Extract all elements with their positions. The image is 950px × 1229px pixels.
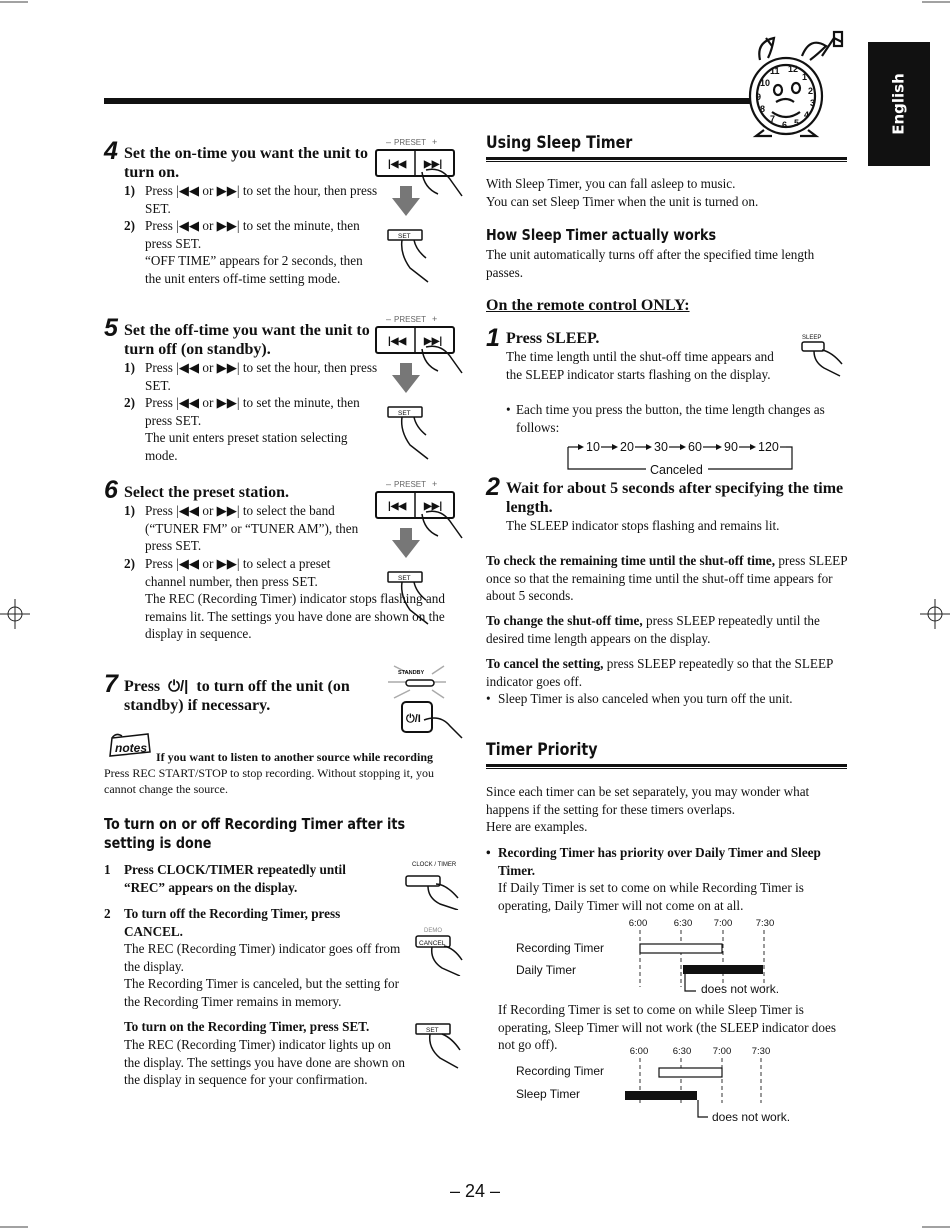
standby-label: STANDBY [398,670,425,676]
sleep-step-2-body: The SLEEP indicator stops flashing and remains lit. [506,518,780,533]
timeline-2-row-1-label: Recording Timer [516,1064,605,1078]
timeline-2-recording-bar [659,1068,722,1077]
step-5-title: Set the off-time you want the unit to turn off (on standby). [124,322,370,358]
previous-icon[interactable]: |◀◀ [388,159,407,170]
cancel-illustration [410,924,470,976]
next-icon[interactable]: ▶▶| [424,336,443,347]
svg-text:3: 3 [810,98,816,108]
header-rule [104,98,760,104]
step-5-illustration [372,313,468,473]
svg-text:8: 8 [760,104,766,114]
priority-body-1: If Daily Timer is set to come on while Recording Timer is operating, Daily Timer will not come on at all. [498,880,804,913]
change-paragraph [486,612,850,647]
registration-mark-right [920,599,950,629]
rec-item-2-number: 2 [104,906,111,921]
svg-text:–: – [386,137,392,147]
priority-timeline-2 [508,1043,808,1127]
change-paragraph-rest: press SLEEP repeatedly until the desired time length appears on the display. [486,613,820,646]
set-button-label[interactable]: SET [426,1027,439,1034]
preset-label: PRESET [394,480,427,489]
rec-item-1-number: 1 [104,862,111,877]
sleep-intro [486,175,848,210]
rec-item-2-title: To turn off the Recording Timer, press CANCEL. [124,906,341,939]
rec-item-2-body-b: The Recording Timer is canceled, but the setting for the Recording Timer remains in memory. [124,976,400,1009]
step-5-number: 5 [104,314,118,342]
check-paragraph [486,552,850,605]
cycle-value: 10 [586,440,600,454]
notes-lead: If you want to listen to another source while recording [156,750,433,764]
step-4-sub-2-note: “OFF TIME” appears for 2 seconds, then the unit enters off-time setting mode. [145,253,363,286]
timeline-time-label: 7:00 [712,1046,732,1057]
demo-label: DEMO [424,928,442,934]
step-7-number: 7 [104,670,118,698]
clock-timer-label: CLOCK / TIMER [412,862,457,868]
timeline-1-daily-bar [683,965,763,974]
timeline-2-note: does not work. [712,1110,791,1124]
rec-section-heading: To turn on or off Recording Timer after its setting is done [104,815,406,852]
preset-label: PRESET [394,138,427,147]
notes-icon-label: notes [115,741,148,755]
rec-item-2-body-a: The REC (Recording Timer) indicator goes off from the display. [124,941,401,974]
step-5-sub-2-text: Press |◀◀ or ▶▶| to set the minute, then press SET. [145,395,360,428]
next-icon[interactable]: ▶▶| [424,501,443,512]
rec-item-1-title: Press CLOCK/TIMER repeatedly until “REC” appears on the display. [124,862,346,895]
rec-item-2-body [124,940,414,1010]
svg-text:4: 4 [804,110,810,120]
cycle-value: 30 [654,440,668,454]
bullet-icon: • [486,691,491,706]
step-7-title-start: Press [124,678,161,695]
check-paragraph-lead: To check the remaining time until the shut-off time, [486,553,776,568]
svg-text:–: – [386,479,392,489]
language-tab-label: English [889,73,908,135]
check-paragraph-rest: press SLEEP once so that the remaining time until the shut-off time appears for about 5 seconds. [486,553,848,603]
sleep-cycle-diagram [560,437,800,479]
set-button-label[interactable]: SET [398,575,411,582]
step-5-sub-1 [124,359,380,394]
step-6-title: Select the preset station. [124,484,289,501]
how-heading: How Sleep Timer actually works [486,226,717,244]
timeline-time-label: 6:00 [628,918,648,929]
timer-priority-rule [486,764,847,769]
sleep-button-label: SLEEP [802,335,822,341]
timeline-time-label: 6:30 [673,918,693,929]
svg-text:–: – [386,314,392,324]
preset-label: PRESET [394,315,427,324]
step-4-sub-2-text: Press |◀◀ or ▶▶| to set the minute, then press SET. [145,218,360,251]
sleep-step-1-bullet-text: Each time you press the button, the time length changes as follows: [516,402,825,435]
priority-body-2: If Recording Timer is set to come on while Sleep Timer is operating, Sleep Timer will not work (the SLEEP indicator does not go off). [498,1002,836,1052]
page-number: – 24 – [449,1181,501,1201]
sleep-step-2-title: Wait for about 5 seconds after specifying the time length. [506,480,844,516]
timeline-time-label: 7:00 [713,918,733,929]
svg-text:11: 11 [770,66,780,76]
cycle-canceled-label: Canceled [650,463,703,477]
sleep-step-1-body: The time length until the shut-off time appears and the SLEEP indicator starts flashing on the display. [506,349,774,382]
step-6-sub-1 [124,502,364,555]
step-5-sub-2-number: 2) [124,395,135,410]
timeline-1-row-2-label: Daily Timer [516,963,577,977]
step-6-sub-2-number: 2) [124,556,135,571]
sleep-timer-title: Using Sleep Timer [486,133,633,153]
cancel-paragraph [486,655,850,690]
notes-icon [106,730,154,760]
step-4-sub-1-text: Press |◀◀ or ▶▶| to set the hour, then press SET. [145,183,378,216]
bullet-icon: • [506,402,511,417]
cycle-value: 20 [620,440,634,454]
how-body: The unit automatically turns off after the specified time length passes. [486,247,815,280]
sleep-button-illustration [798,330,854,378]
svg-text:9: 9 [756,92,762,102]
standby-button-icon[interactable]: ⏻/I [406,713,421,725]
svg-text:+: + [432,479,438,489]
timeline-time-label: 6:00 [629,1046,649,1057]
set-illustration [410,1020,470,1072]
sleep-step-1-title: Press SLEEP. [506,330,600,347]
step-7-title-end: to turn off the unit (on standby) if necessary. [124,678,350,714]
timer-priority-title: Timer Priority [486,740,598,760]
step-4-sub-2 [124,217,386,287]
step-7-title [124,677,386,715]
sleep-timer-rule [486,157,847,162]
cancel-paragraph-lead: To cancel the setting, [486,656,604,671]
cancel-button-label[interactable]: CANCEL [419,940,446,947]
step-4-title: Set the on-time you want the unit to turn on. [124,145,368,181]
rec-item-3-body: The REC (Recording Timer) indicator lights up on the display. The settings you have done are shown on the display in sequence for your confirmation. [124,1037,405,1087]
svg-text:6: 6 [782,120,788,130]
registration-mark-left [0,599,30,629]
cancel-bullet-text: Sleep Timer is also canceled when you turn off the unit. [498,691,793,706]
step-4-sub-1-number: 1) [124,183,135,198]
step-5-sub-2-note: The unit enters preset station selecting mode. [145,430,348,463]
sleep-intro-line-1: With Sleep Timer, you can fall asleep to music. [486,176,736,191]
step-4-sub-2-number: 2) [124,218,135,233]
cycle-value: 120 [758,440,779,454]
step-4-illustration [372,136,468,296]
previous-icon[interactable]: |◀◀ [388,336,407,347]
svg-text:5: 5 [794,118,800,128]
step-6-sub-2-text: Press |◀◀ or ▶▶| to select a preset channel number, then press SET. [145,556,331,589]
timeline-1-recording-bar [640,944,722,953]
sleep-intro-line-2: You can set Sleep Timer when the unit is turned on. [486,193,759,209]
rec-item-3-title: To turn on the Recording Timer, press SET. [124,1019,370,1034]
svg-text:7: 7 [770,114,776,124]
next-icon[interactable]: ▶▶| [424,159,443,170]
timeline-1-row-1-label: Recording Timer [516,941,605,955]
svg-text:+: + [432,137,438,147]
timeline-2-sleep-bar [625,1091,697,1100]
bullet-icon: • [486,845,491,860]
timeline-time-label: 7:30 [755,918,775,929]
priority-bullet [486,844,850,914]
change-paragraph-lead: To change the shut-off time, [486,613,643,628]
step-4-sub-1 [124,182,380,217]
set-button-label[interactable]: SET [398,410,411,417]
step-5-sub-1-number: 1) [124,360,135,375]
priority-intro [486,783,850,836]
priority-intro-line-1: Since each timer can be set separately, you may wonder what happens if the setting for these timers overlaps. [486,784,810,817]
sleep-step-1-bullet [506,401,850,436]
remote-heading: On the remote control ONLY: [486,297,690,314]
step-4-number: 4 [104,137,118,165]
sleep-step-2-number: 2 [486,473,500,501]
priority-intro-line-2: Here are examples. [486,819,588,834]
standby-illustration [384,664,468,740]
timeline-1-note: does not work. [701,982,780,996]
priority-bullet-title: Recording Timer has priority over Daily Timer and Sleep Timer. [498,845,821,878]
step-5-sub-2 [124,394,386,464]
language-tab [868,42,930,166]
previous-icon[interactable]: |◀◀ [388,501,407,512]
cancel-bullet [486,690,850,708]
sleep-step-1-number: 1 [486,324,500,352]
svg-text:+: + [432,314,438,324]
cycle-value: 90 [724,440,738,454]
step-6-sub-2-note: The REC (Recording Timer) indicator stops flashing and remains lit. The settings you have done are shown on the display in sequence. [145,591,445,641]
set-button-label[interactable]: SET [398,233,411,240]
step-6-sub-1-text: Press |◀◀ or ▶▶| to select the band (“TUNER FM” or “TUNER AM”), then press SET. [145,503,359,553]
step-6-number: 6 [104,476,118,504]
svg-text:1: 1 [802,72,808,82]
step-5-sub-1-text: Press |◀◀ or ▶▶| to set the hour, then press SET. [145,360,378,393]
svg-text:10: 10 [760,78,771,88]
priority-timeline-1 [508,915,808,999]
svg-text:12: 12 [788,64,799,74]
timeline-time-label: 6:30 [672,1046,692,1057]
notes-body: Press REC START/STOP to stop recording. Without stopping it, you cannot change the source. [104,766,434,796]
timeline-2-row-2-label: Sleep Timer [516,1087,581,1101]
alarm-clock-mascot-icon [742,24,852,140]
timeline-time-label: 7:30 [751,1046,771,1057]
cycle-value: 60 [688,440,702,454]
clock-timer-illustration [402,858,468,910]
svg-text:2: 2 [808,86,814,96]
cancel-paragraph-rest: press SLEEP repeatedly so that the SLEEP indicator goes off. [486,656,833,689]
power-icon: ⏻/| [168,678,189,695]
step-6-illustration [372,478,468,638]
step-6-sub-1-number: 1) [124,503,135,518]
